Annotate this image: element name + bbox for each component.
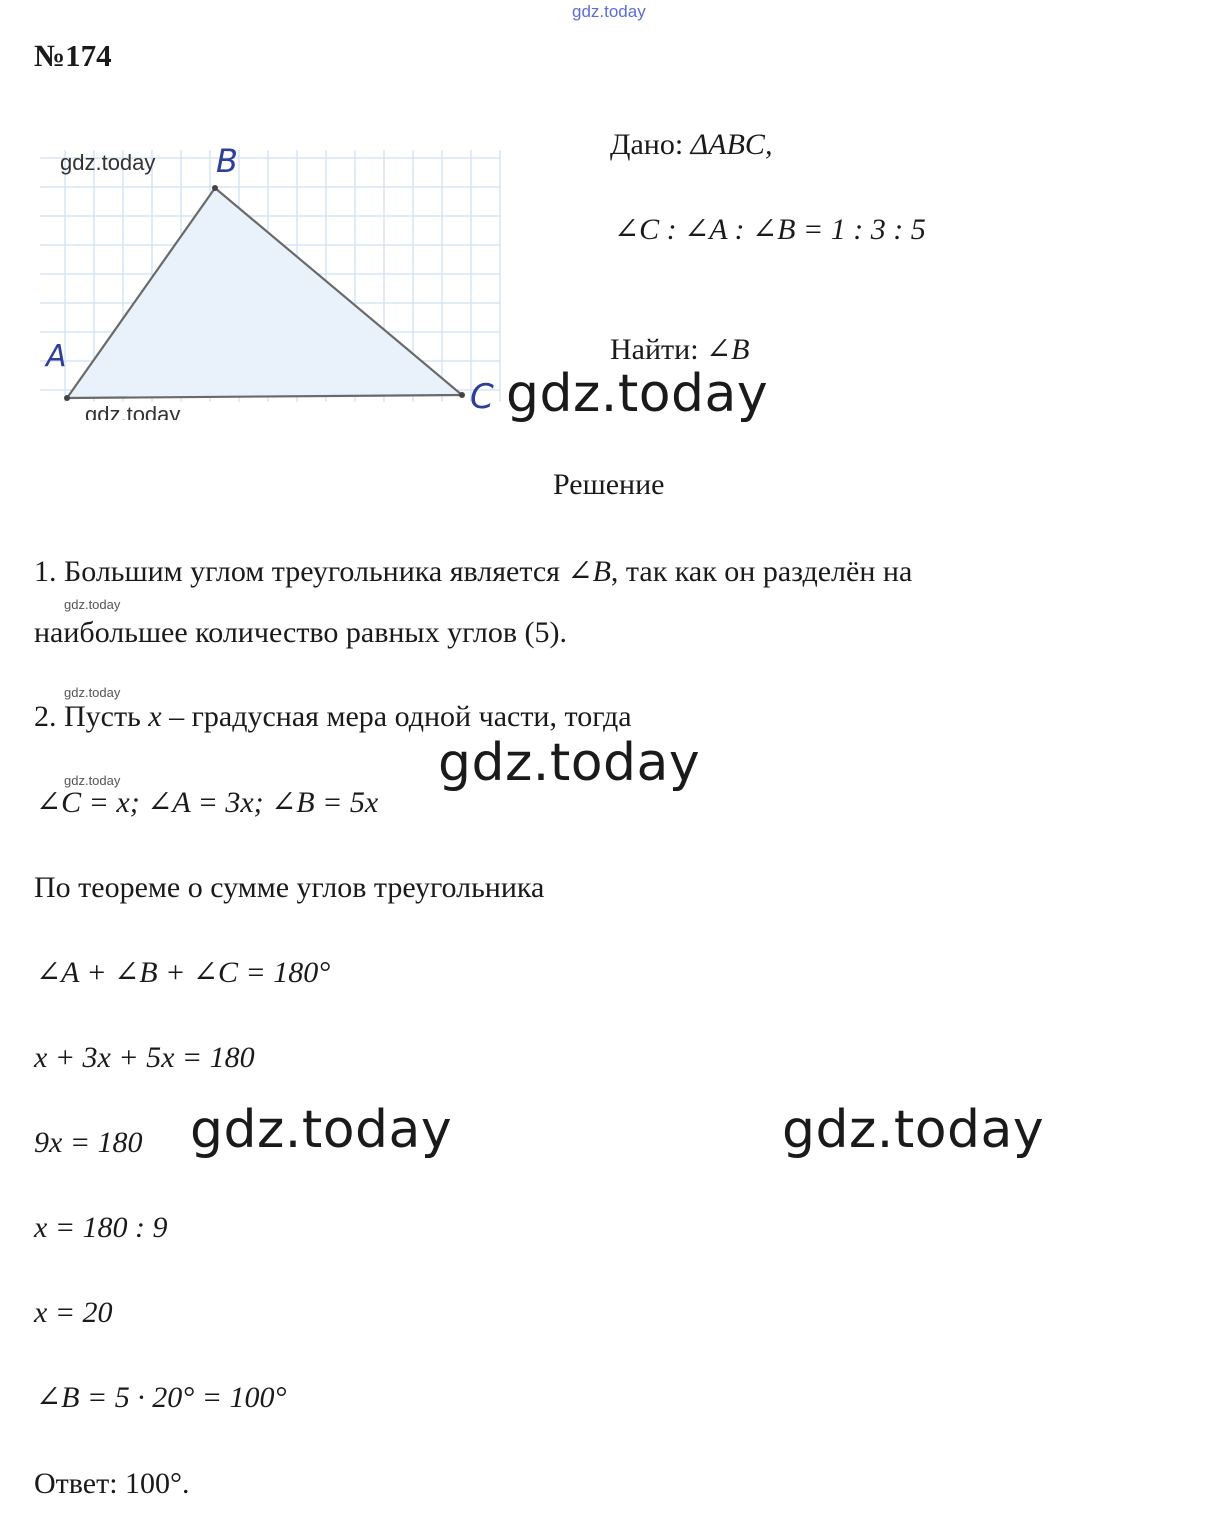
figure-watermark-top: gdz.today xyxy=(60,150,156,175)
vertex-label-a: A xyxy=(46,339,67,374)
vertex-label-b: B xyxy=(216,142,238,180)
find-label: Найти: xyxy=(610,333,699,366)
step1-line1 xyxy=(34,554,912,590)
find-target: ∠B xyxy=(706,333,750,366)
step2-text-a: 2. Пусть xyxy=(34,700,149,733)
equation-4: x = 180 : 9 xyxy=(34,1211,168,1244)
step2-parts: ∠C = x; ∠A = 3x; ∠B = 5x xyxy=(36,786,379,819)
watermark-big-3: gdz.today xyxy=(190,1100,453,1160)
equation-6: ∠B = 5 · 20° = 100° xyxy=(36,1381,287,1414)
given-label: Дано: xyxy=(610,128,684,161)
given-triangle: ΔABC, xyxy=(690,128,773,161)
triangle-svg xyxy=(30,120,510,420)
problem-number: №174 xyxy=(34,38,112,73)
triangle-fill xyxy=(67,188,462,398)
vertex-c-dot xyxy=(459,392,465,398)
triangle-figure xyxy=(30,120,510,420)
theorem-line: По теореме о сумме углов треугольника xyxy=(34,871,545,904)
equation-5: x = 20 xyxy=(34,1296,113,1329)
given-ratio: ∠C : ∠A : ∠B = 1 : 3 : 5 xyxy=(614,213,926,246)
equation-3: 9x = 180 xyxy=(34,1126,143,1159)
watermark-tiny-3: gdz.today xyxy=(64,773,121,788)
step2-variable: x xyxy=(148,700,162,733)
top-watermark: gdz.today xyxy=(572,2,646,21)
step1-text-b: , так как он разделён на xyxy=(610,555,913,588)
given-line xyxy=(610,127,772,163)
equation-1: ∠A + ∠B + ∠C = 180° xyxy=(36,956,331,989)
watermark-tiny-1: gdz.today xyxy=(64,597,121,612)
watermark-big-2: gdz.today xyxy=(438,733,701,793)
step2-text-b: – градусная мера одной части, тогда xyxy=(161,700,632,733)
equation-2: x + 3x + 5x = 180 xyxy=(34,1041,255,1074)
watermark-big-1: gdz.today xyxy=(506,364,769,424)
find-line xyxy=(610,332,750,368)
vertex-a-dot xyxy=(64,395,70,401)
figure-watermark-bottom: gdz.today xyxy=(85,402,181,420)
step1-text-a: 1. Большим углом треугольника является xyxy=(34,555,568,588)
vertex-label-c: C xyxy=(470,377,494,417)
answer-line: Ответ: 100°. xyxy=(34,1467,190,1500)
solution-heading: Решение xyxy=(553,468,665,501)
vertex-b-dot xyxy=(212,185,218,191)
step1-line2: наибольшее количество равных углов (5). xyxy=(34,616,567,649)
watermark-big-4: gdz.today xyxy=(782,1100,1045,1160)
watermark-tiny-2: gdz.today xyxy=(64,685,121,700)
step1-angle: ∠B xyxy=(567,555,611,588)
step2-line1 xyxy=(34,699,632,735)
